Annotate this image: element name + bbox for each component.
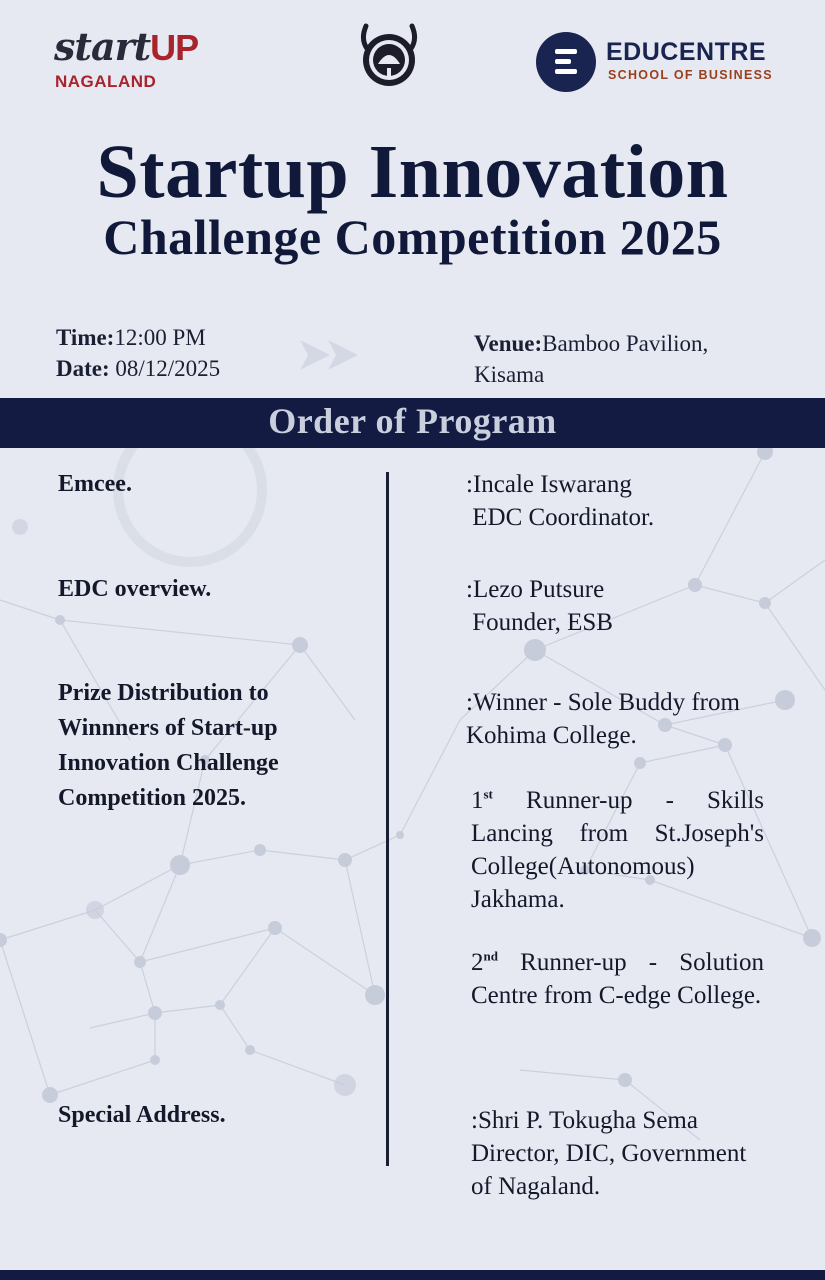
detail-overview-name: :Lezo Putsure xyxy=(466,576,605,603)
detail-winner: :Winner - Sole Buddy from Kohima College. xyxy=(466,689,740,749)
program-item-prize: Prize Distribution to Winnners of Start-up Innovation Challenge Competition 2025. xyxy=(58,680,279,811)
time-line xyxy=(56,322,206,353)
program-item-emcee: Emcee. xyxy=(58,471,132,497)
column-divider xyxy=(386,472,389,1166)
runner1-suffix: st xyxy=(483,786,493,802)
detail-first-runner-up xyxy=(471,784,764,916)
educentre-logo xyxy=(536,32,776,92)
detail-emcee-role: EDC Coordinator. xyxy=(466,504,655,531)
runner1-text: Runner-up - Skills Lancing from St.Joseph's College(Autonomous) Jakhama. xyxy=(471,787,764,913)
startup-logo-start: start xyxy=(54,24,151,69)
runner2-text: Runner-up - Solution Centre from C-edge College. xyxy=(471,949,764,1009)
time-value: 12:00 PM xyxy=(114,325,206,350)
runner1-number: 1 xyxy=(471,787,484,814)
program-item-special-address: Special Address. xyxy=(58,1102,226,1128)
time-label: Time: xyxy=(56,325,115,350)
college-emblem-icon xyxy=(358,20,420,92)
page-title: Startup Innovation xyxy=(96,130,729,214)
detail-second-runner-up xyxy=(471,946,764,1012)
venue-line xyxy=(474,328,774,390)
date-value: 08/12/2025 xyxy=(109,356,221,381)
date-label: Date: xyxy=(56,356,110,381)
page-subtitle: Challenge Competition 2025 xyxy=(103,209,722,265)
detail-special-address: :Shri P. Tokugha Sema Director, DIC, Government of Nagaland. xyxy=(471,1107,747,1200)
detail-overview xyxy=(466,573,766,639)
detail-overview-role: Founder, ESB xyxy=(466,609,613,636)
venue-value: Bamboo Pavilion, Kisama xyxy=(474,331,709,387)
startup-logo-nagaland: NAGALAND xyxy=(55,72,157,91)
startup-nagaland-logo xyxy=(54,24,199,92)
detail-emcee-name: :Incale Iswarang xyxy=(466,471,632,498)
bottom-bar xyxy=(0,1270,825,1280)
educentre-e-icon xyxy=(536,32,596,92)
runner2-suffix: nd xyxy=(483,948,498,964)
runner2-number: 2 xyxy=(471,949,484,976)
detail-emcee xyxy=(466,468,766,534)
program-heading: Order of Program xyxy=(268,401,557,441)
startup-logo-up: UP xyxy=(150,27,199,68)
venue-label: Venue: xyxy=(474,331,543,356)
program-item-overview: EDC overview. xyxy=(58,576,212,602)
educentre-subtitle: SCHOOL OF BUSINESS xyxy=(608,68,773,82)
date-line xyxy=(56,353,220,384)
educentre-name: EDUCENTRE xyxy=(606,38,767,66)
